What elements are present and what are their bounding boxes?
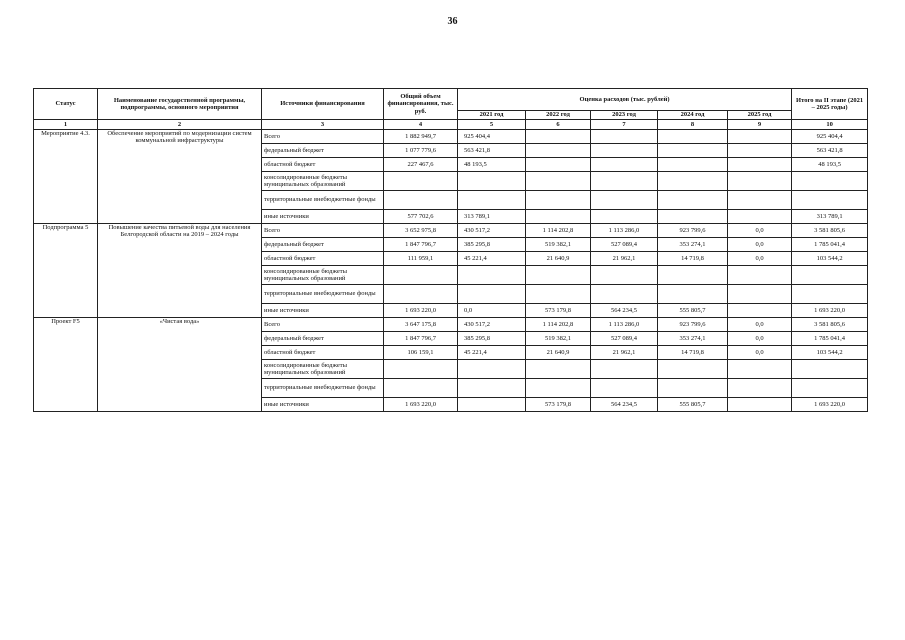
value-y2024: 555 805,7	[658, 398, 728, 412]
funding-source: федеральный бюджет	[262, 144, 384, 158]
value-y2024: 923 799,6	[658, 224, 728, 238]
header-status: Статус	[34, 89, 98, 120]
value-y2022	[526, 379, 591, 398]
row-program-name: Повышение качества питьевой воды для населения Белгородской области на 2019 – 2024 годы	[98, 224, 262, 318]
value-stage: 48 193,5	[792, 158, 868, 172]
column-number-row	[34, 120, 868, 130]
value-y2022: 1 114 202,8	[526, 224, 591, 238]
column-number: 2	[98, 120, 262, 130]
value-y2023	[591, 144, 658, 158]
value-stage: 1 693 220,0	[792, 304, 868, 318]
value-y2021: 385 295,8	[458, 332, 526, 346]
funding-source: консолидированные бюджеты муниципальных образований	[262, 172, 384, 191]
value-y2021: 45 221,4	[458, 346, 526, 360]
value-y2025	[728, 266, 792, 285]
value-y2025: 0,0	[728, 238, 792, 252]
value-y2025	[728, 172, 792, 191]
value-y2022	[526, 266, 591, 285]
funding-source: иные источники	[262, 398, 384, 412]
funding-source: территориальные внебюджетные фонды	[262, 285, 384, 304]
value-y2021: 563 421,8	[458, 144, 526, 158]
value-y2022: 21 640,9	[526, 252, 591, 266]
funding-source: иные источники	[262, 210, 384, 224]
value-y2024: 14 719,8	[658, 346, 728, 360]
funding-source: иные источники	[262, 304, 384, 318]
value-y2022: 573 179,8	[526, 304, 591, 318]
value-y2023: 1 113 286,0	[591, 224, 658, 238]
value-y2021: 385 295,8	[458, 238, 526, 252]
value-y2024: 923 799,6	[658, 318, 728, 332]
header-total: Общий объем финансирования, тыс. руб.	[384, 89, 458, 120]
value-y2021: 313 789,1	[458, 210, 526, 224]
value-total: 106 159,1	[384, 346, 458, 360]
value-y2025	[728, 304, 792, 318]
value-y2021	[458, 266, 526, 285]
row-status: Мероприятие 4.3.	[34, 130, 98, 224]
column-number: 9	[728, 120, 792, 130]
funding-source: Всего	[262, 318, 384, 332]
value-total	[384, 285, 458, 304]
value-y2025	[728, 158, 792, 172]
value-y2023: 21 962,1	[591, 346, 658, 360]
value-y2023	[591, 266, 658, 285]
value-y2025	[728, 130, 792, 144]
value-y2024	[658, 285, 728, 304]
value-y2025: 0,0	[728, 332, 792, 346]
header-name: Наименование государственной программы, подпрограммы, основного мероприятия	[98, 89, 262, 120]
row-program-name: «Чистая вода»	[98, 318, 262, 412]
column-number: 4	[384, 120, 458, 130]
value-y2025: 0,0	[728, 224, 792, 238]
value-y2022	[526, 210, 591, 224]
value-y2024	[658, 158, 728, 172]
value-total: 1 882 949,7	[384, 130, 458, 144]
value-total	[384, 191, 458, 210]
value-y2022: 1 114 202,8	[526, 318, 591, 332]
value-stage: 103 544,2	[792, 252, 868, 266]
value-y2021	[458, 398, 526, 412]
column-number: 10	[792, 120, 868, 130]
funding-source: территориальные внебюджетные фонды	[262, 191, 384, 210]
value-y2025	[728, 398, 792, 412]
value-stage	[792, 360, 868, 379]
value-y2021: 48 193,5	[458, 158, 526, 172]
value-y2022	[526, 130, 591, 144]
value-total: 1 693 220,0	[384, 304, 458, 318]
funding-source: консолидированные бюджеты муниципальных образований	[262, 360, 384, 379]
value-y2021	[458, 285, 526, 304]
value-y2024	[658, 172, 728, 191]
value-y2021: 45 221,4	[458, 252, 526, 266]
value-stage	[792, 285, 868, 304]
value-y2022	[526, 144, 591, 158]
value-y2023: 564 234,5	[591, 304, 658, 318]
value-y2023: 1 113 286,0	[591, 318, 658, 332]
table-row	[34, 224, 868, 238]
value-stage: 1 693 220,0	[792, 398, 868, 412]
value-stage: 1 785 041,4	[792, 238, 868, 252]
value-y2025	[728, 144, 792, 158]
value-y2023	[591, 191, 658, 210]
table-body	[34, 120, 868, 412]
value-stage: 3 581 805,6	[792, 224, 868, 238]
value-y2021	[458, 379, 526, 398]
value-y2024	[658, 144, 728, 158]
value-y2022: 573 179,8	[526, 398, 591, 412]
value-y2022	[526, 360, 591, 379]
value-y2021: 925 404,4	[458, 130, 526, 144]
table-row	[34, 130, 868, 144]
value-total: 1 847 796,7	[384, 332, 458, 346]
funding-source: консолидированные бюджеты муниципальных образований	[262, 266, 384, 285]
header-year: 2024 год	[658, 111, 728, 120]
value-stage	[792, 191, 868, 210]
value-y2023	[591, 158, 658, 172]
value-y2023	[591, 172, 658, 191]
value-y2024	[658, 130, 728, 144]
value-y2022	[526, 158, 591, 172]
value-y2024: 353 274,1	[658, 332, 728, 346]
value-total: 3 647 175,8	[384, 318, 458, 332]
header-year: 2025 год	[728, 111, 792, 120]
value-y2025	[728, 285, 792, 304]
value-y2024	[658, 360, 728, 379]
value-y2025	[728, 191, 792, 210]
header-estimate: Оценка расходов (тыс. рублей)	[458, 89, 792, 111]
value-total: 1 693 220,0	[384, 398, 458, 412]
value-total: 227 467,6	[384, 158, 458, 172]
value-y2022	[526, 191, 591, 210]
value-y2024	[658, 210, 728, 224]
value-y2024	[658, 191, 728, 210]
value-y2024	[658, 266, 728, 285]
value-y2023	[591, 360, 658, 379]
value-y2021	[458, 172, 526, 191]
value-y2025: 0,0	[728, 346, 792, 360]
value-stage	[792, 379, 868, 398]
value-stage: 313 789,1	[792, 210, 868, 224]
value-total: 111 959,1	[384, 252, 458, 266]
value-total: 1 847 796,7	[384, 238, 458, 252]
value-total: 1 077 779,6	[384, 144, 458, 158]
value-y2024	[658, 379, 728, 398]
header-stage-total: Итого на II этапе (2021 – 2025 годы)	[792, 89, 868, 120]
value-y2025: 0,0	[728, 318, 792, 332]
value-stage	[792, 266, 868, 285]
value-y2022	[526, 172, 591, 191]
funding-source: областной бюджет	[262, 158, 384, 172]
funding-source: областной бюджет	[262, 346, 384, 360]
value-stage: 925 404,4	[792, 130, 868, 144]
value-total	[384, 172, 458, 191]
value-stage	[792, 172, 868, 191]
table-row	[34, 318, 868, 332]
value-total	[384, 379, 458, 398]
value-y2022: 519 382,1	[526, 332, 591, 346]
value-y2021	[458, 191, 526, 210]
header-year: 2021 год	[458, 111, 526, 120]
value-y2025	[728, 360, 792, 379]
column-number: 7	[591, 120, 658, 130]
value-y2024: 555 805,7	[658, 304, 728, 318]
page-number: 36	[447, 16, 458, 27]
funding-source: федеральный бюджет	[262, 332, 384, 346]
value-y2024: 353 274,1	[658, 238, 728, 252]
column-number: 1	[34, 120, 98, 130]
financing-table	[33, 88, 868, 412]
funding-source: территориальные внебюджетные фонды	[262, 379, 384, 398]
header-year: 2023 год	[591, 111, 658, 120]
row-status: Проект F5	[34, 318, 98, 412]
header-source: Источники финансирования	[262, 89, 384, 120]
value-stage: 563 421,8	[792, 144, 868, 158]
row-program-name: Обеспечение мероприятий по модернизации систем коммунальной инфраструктуры	[98, 130, 262, 224]
column-number: 8	[658, 120, 728, 130]
value-y2023	[591, 379, 658, 398]
value-y2025: 0,0	[728, 252, 792, 266]
value-y2021: 0,0	[458, 304, 526, 318]
value-total	[384, 266, 458, 285]
funding-source: Всего	[262, 130, 384, 144]
value-y2023: 527 089,4	[591, 238, 658, 252]
value-y2023	[591, 210, 658, 224]
funding-source: Всего	[262, 224, 384, 238]
value-y2023: 527 089,4	[591, 332, 658, 346]
value-y2023	[591, 285, 658, 304]
value-y2024: 14 719,8	[658, 252, 728, 266]
value-total	[384, 360, 458, 379]
value-total: 577 702,6	[384, 210, 458, 224]
value-y2022: 21 640,9	[526, 346, 591, 360]
funding-source: областной бюджет	[262, 252, 384, 266]
column-number: 6	[526, 120, 591, 130]
value-y2023	[591, 130, 658, 144]
value-y2021	[458, 360, 526, 379]
value-total: 3 652 975,8	[384, 224, 458, 238]
value-y2025	[728, 210, 792, 224]
value-stage: 3 581 805,6	[792, 318, 868, 332]
value-y2023: 21 962,1	[591, 252, 658, 266]
value-stage: 1 785 041,4	[792, 332, 868, 346]
value-y2021: 430 517,2	[458, 318, 526, 332]
header-year: 2022 год	[526, 111, 591, 120]
value-y2025	[728, 379, 792, 398]
column-number: 5	[458, 120, 526, 130]
value-y2022	[526, 285, 591, 304]
row-status: Подпрограмма 5	[34, 224, 98, 318]
column-number: 3	[262, 120, 384, 130]
value-y2022: 519 382,1	[526, 238, 591, 252]
value-y2021: 430 517,2	[458, 224, 526, 238]
funding-source: федеральный бюджет	[262, 238, 384, 252]
value-y2023: 564 234,5	[591, 398, 658, 412]
value-stage: 103 544,2	[792, 346, 868, 360]
